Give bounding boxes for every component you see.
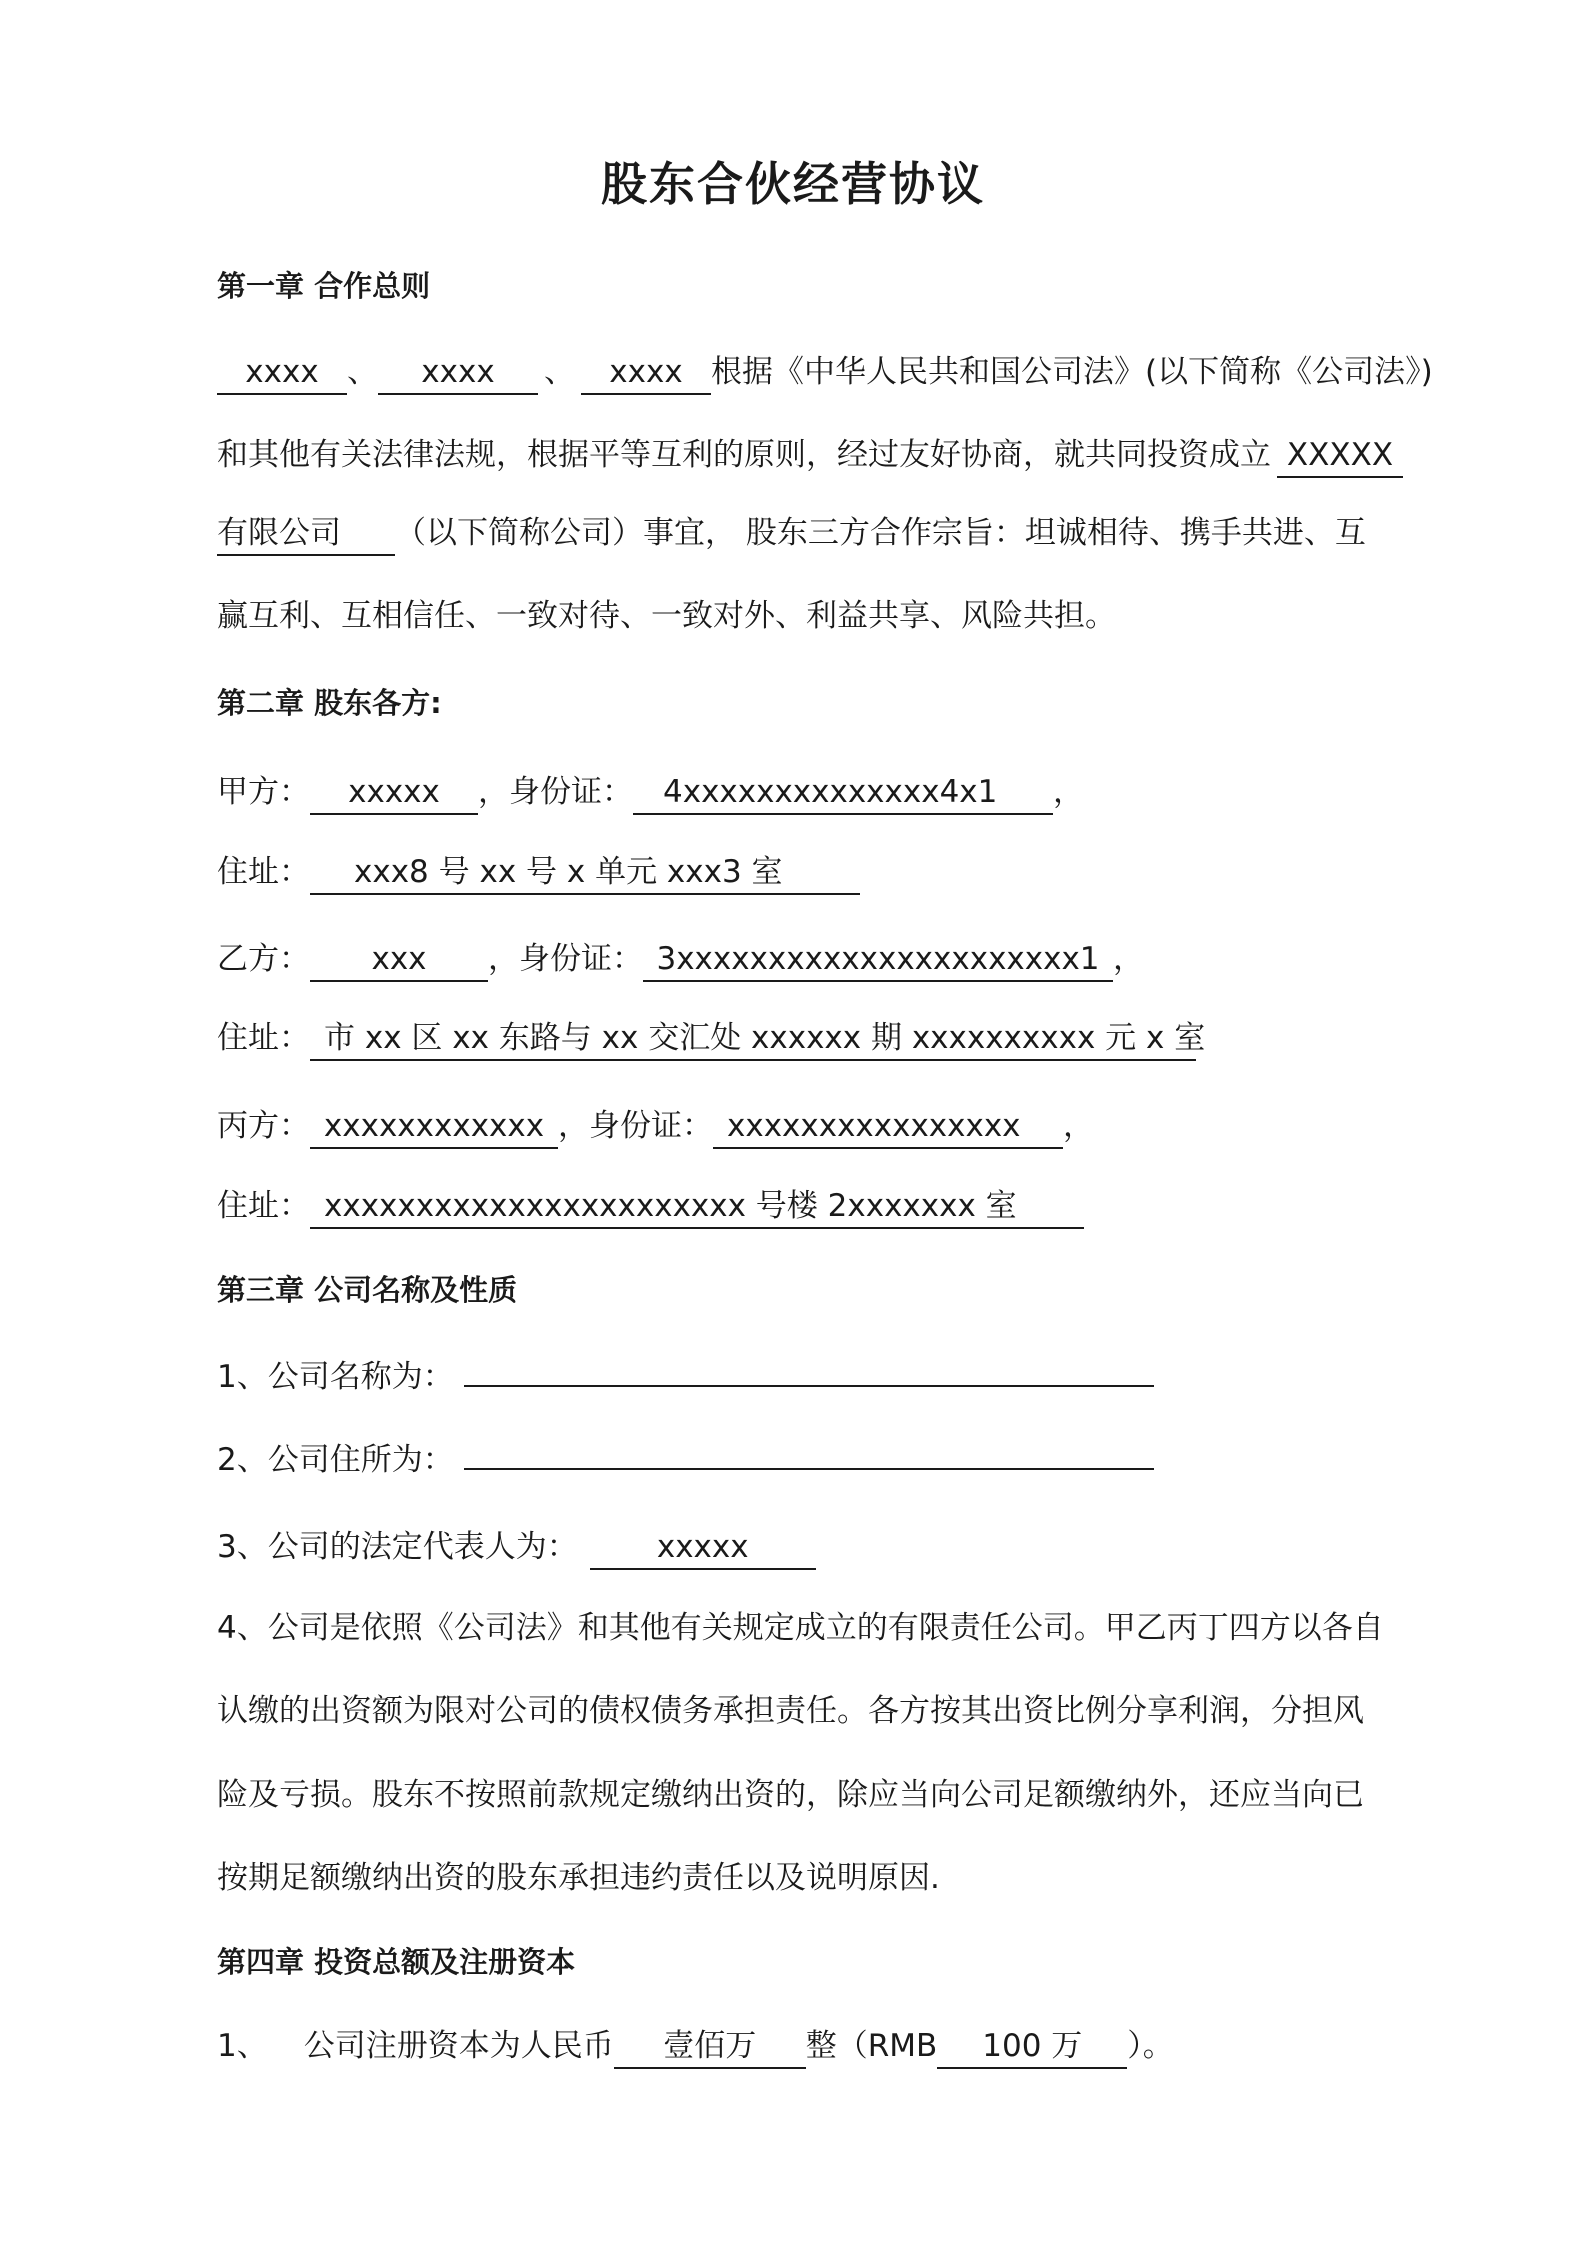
paragraph-text: 和其他有关法律法规，根据平等互利的原则，经过友好协商，就共同投资成立: [217, 437, 1271, 473]
party-c-id: xxxxxxxxxxxxxxxx: [713, 1105, 1063, 1149]
party-b-id: 3xxxxxxxxxxxxxxxxxxxxxx1: [643, 938, 1113, 982]
punctuation: ，: [1113, 941, 1144, 977]
chapter-1-paragraph-line-2: [217, 433, 1403, 478]
clause-4-line-2: 认缴的出资额为限对公司的债权债务承担责任。各方按其出资比例分享利润，分担风: [217, 1693, 1364, 1729]
party-name-blank-1: xxxx: [217, 351, 347, 395]
company-address-label: 2、公司住所为：: [217, 1442, 454, 1478]
party-b-address: 市 xx 区 xx 东路与 xx 交汇处 xxxxxx 期 xxxxxxxxxx 元 x 室: [310, 1017, 1196, 1061]
chapter-1-paragraph-line-1: [217, 350, 1433, 395]
party-a-id: 4xxxxxxxxxxxxxx4x1: [633, 771, 1053, 815]
punctuation: ，: [1063, 1108, 1094, 1144]
item-number: 1、: [217, 2028, 268, 2064]
clause-4-line-4: 按期足额缴纳出资的股东承担违约责任以及说明原因.: [217, 1860, 940, 1896]
party-a-address-row: [217, 850, 860, 895]
id-label: ，身份证：: [488, 941, 643, 977]
party-name-blank-2: xxxx: [378, 351, 538, 395]
company-name-label: 1、公司名称为：: [217, 1359, 454, 1395]
chapter-1-paragraph-line-3: [217, 511, 1366, 556]
capital-amount-number: 100 万: [937, 2025, 1127, 2069]
registered-capital-label: 公司注册资本为人民币: [303, 2028, 614, 2064]
clause-4-line-3: 险及亏损。股东不按照前款规定缴纳出资的，除应当向公司足额缴纳外，还应当向已: [217, 1777, 1364, 1813]
address-label: 住址：: [217, 854, 310, 890]
address-label: 住址：: [217, 1188, 310, 1224]
party-a-name: xxxxx: [310, 771, 478, 815]
company-name-field: [464, 1385, 1154, 1387]
party-c-label: 丙方：: [217, 1108, 310, 1144]
party-c-row: [217, 1104, 1094, 1149]
separator: 、: [544, 354, 575, 390]
id-label: ，身份证：: [558, 1108, 713, 1144]
legal-representative-value: xxxxx: [590, 1526, 816, 1570]
legal-representative-label: 3、公司的法定代表人为：: [217, 1529, 578, 1565]
chapter-3-heading: 第三章 公司名称及性质: [217, 1273, 518, 1307]
chapter-2-heading: 第二章 股东各方:: [217, 686, 442, 720]
capital-amount-chinese: 壹佰万: [614, 2025, 806, 2069]
party-c-address-row: [217, 1184, 1084, 1229]
document-title: 股东合伙经营协议: [601, 157, 985, 211]
party-c-name: xxxxxxxxxxxx: [310, 1105, 558, 1149]
company-address-field: [464, 1468, 1154, 1470]
party-name-blank-3: xxxx: [581, 351, 711, 395]
party-b-label: 乙方：: [217, 941, 310, 977]
party-b-name: xxx: [310, 938, 488, 982]
id-label: ，身份证：: [478, 774, 633, 810]
paragraph-text: 根据《中华人民共和国公司法》(以下简称《公司法》): [711, 354, 1433, 390]
party-a-label: 甲方：: [217, 774, 310, 810]
punctuation: ）。: [1127, 2028, 1174, 2064]
separator: 、: [347, 354, 378, 390]
chapter-1-paragraph-line-4: 赢互利、互相信任、一致对待、一致对外、利益共享、风险共担。: [217, 598, 1116, 634]
company-name-blank: XXXXX: [1277, 434, 1403, 478]
paragraph-text: （以下简称公司）事宜， 股东三方合作宗旨：坦诚相待、携手共进、互: [395, 515, 1366, 551]
party-b-address-row: [217, 1016, 1206, 1061]
legal-representative-row: [217, 1525, 816, 1570]
party-c-address: xxxxxxxxxxxxxxxxxxxxxxx 号楼 2xxxxxxx 室: [310, 1185, 1084, 1229]
chapter-4-heading: 第四章 投资总额及注册资本: [217, 1945, 576, 1979]
chapter-1-heading: 第一章 合作总则: [217, 269, 431, 303]
address-label: 住址：: [217, 1020, 310, 1056]
rmb-label: 整（RMB: [805, 2028, 938, 2064]
company-name-row: [217, 1355, 1154, 1399]
punctuation: ，: [1053, 774, 1084, 810]
company-address-row: [217, 1438, 1154, 1482]
clause-4-line-1: 4、公司是依照《公司法》和其他有关规定成立的有限责任公司。甲乙丙丁四方以各自: [217, 1610, 1384, 1646]
party-a-row: [217, 770, 1084, 815]
registered-capital-row: [217, 2024, 1174, 2069]
company-suffix-blank: 有限公司: [217, 512, 395, 556]
party-b-row: [217, 937, 1144, 982]
party-a-address: xxx8 号 xx 号 x 单元 xxx3 室: [310, 851, 860, 895]
